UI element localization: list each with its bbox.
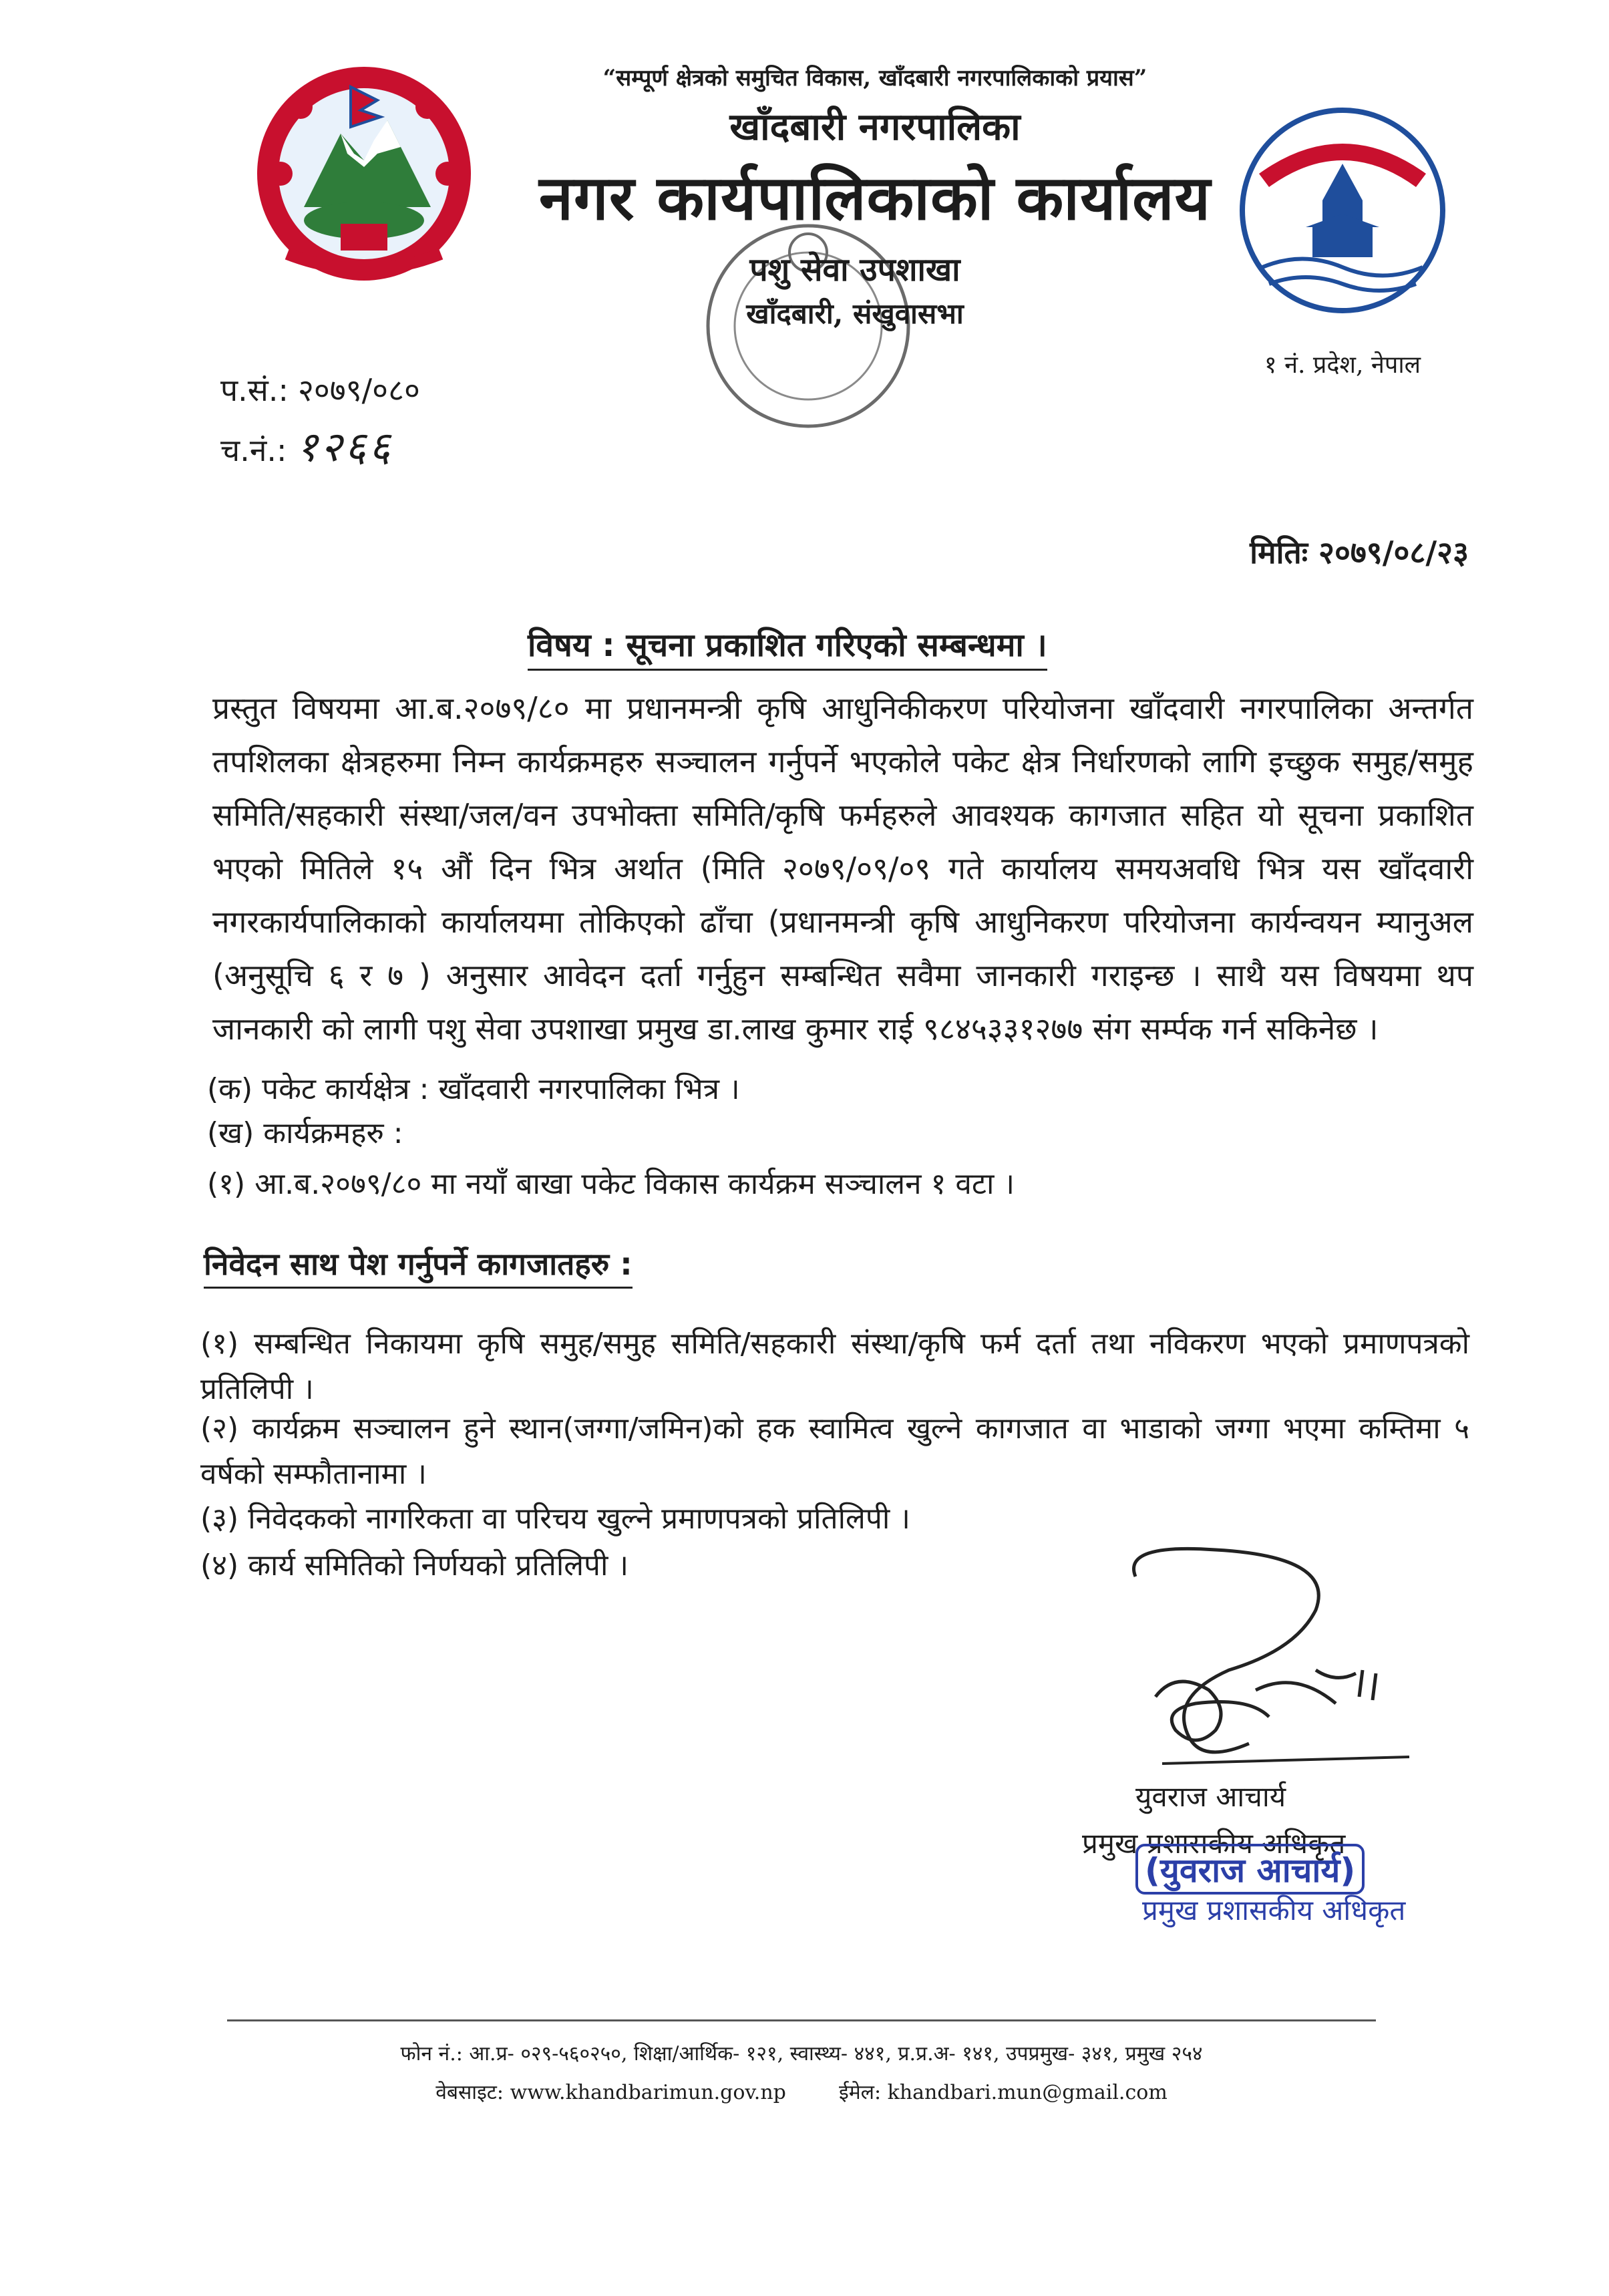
signer-title: प्रमुख प्रशासकीय अधिकृत bbox=[1082, 1827, 1346, 1860]
email-label: ईमेल: bbox=[838, 2081, 882, 2104]
email-link[interactable]: khandbari.mun@gmail.com bbox=[887, 2081, 1168, 2104]
website-link[interactable]: www.khandbarimun.gov.np bbox=[510, 2081, 786, 2104]
section-name: पशु सेवा उपशाखा bbox=[749, 251, 960, 289]
date-value: २०७९/०८/२३ bbox=[1318, 534, 1469, 570]
signer-name: युवराज आचार्य bbox=[1135, 1780, 1286, 1813]
footer-contacts bbox=[227, 2078, 1376, 2105]
municipality-name: खाँदबारी नगरपालिका bbox=[729, 105, 1021, 149]
document-item: (३) निवेदकको नागरिकता वा परिचय खुल्ने प्रमाणपत्रको प्रतिलिपी । bbox=[200, 1502, 910, 1536]
dispatch-number bbox=[220, 418, 393, 474]
stamp-title: प्रमुख प्रशासकीय अधिकृत bbox=[1142, 1894, 1406, 1927]
header-tagline: “सम्पूर्ण क्षेत्रको समुचित विकास, खाँदबारी नगरपालिकाको प्रयास” bbox=[602, 65, 1147, 92]
nepal-government-emblem-icon bbox=[240, 53, 488, 287]
dispatch-label: च.नं.: bbox=[220, 432, 287, 468]
province-label: १ नं. प्रदेश, नेपाल bbox=[1264, 351, 1421, 379]
list-item: (१) आ.ब.२०७९/८० मा नयाँ बाखा पकेट विकास कार्यक्रम सञ्चालन १ वटा । bbox=[207, 1167, 1015, 1201]
document-item: (१) सम्बन्धित निकायमा कृषि समुह/समुह समिति/सहकारी संस्था/कृषि फर्म दर्ता तथा नविकरण भएको प्रमाणपत्रको प्रतिलिपी । bbox=[200, 1327, 1469, 1406]
required-documents-heading: निवेदन साथ पेश गर्नुपर्ने कागजातहरु : bbox=[204, 1243, 633, 1289]
letter-subject: विषय : सूचना प्रकाशित गरिएको सम्बन्धमा । bbox=[528, 623, 1047, 671]
footer-phones: फोन नं.: आ.प्र- ०२९-५६०२५०, शिक्षा/आर्थिक- १२१, स्वास्थ्य- ४४१, प्र.प्र.अ- १४१, उपप्रमुख- ३४१, प्रमुख २५४ bbox=[400, 2042, 1203, 2066]
letter-date bbox=[1250, 531, 1469, 572]
list-item: (क) पकेट कार्यक्षेत्र : खाँदवारी नगरपालिका भित्र । bbox=[207, 1072, 740, 1106]
section-place: खाँदबारी, संखुवासभा bbox=[746, 297, 964, 330]
website-label: वेबसाइट: bbox=[435, 2081, 504, 2104]
footer-divider bbox=[227, 2019, 1376, 2021]
dispatch-value: १२६६ bbox=[296, 422, 393, 471]
handwritten-signature-icon bbox=[1095, 1536, 1469, 1797]
document-item: (२) कार्यक्रम सञ्चालन हुने स्थान(जग्गा/जमिन)को हक स्वामित्व खुल्ने कागजात वा भाडाको जग्गा भएमा कम्तिमा ५ वर्षको सम्फौतानामा । bbox=[200, 1412, 1469, 1491]
reference-value: २०७९/०८० bbox=[297, 372, 420, 408]
document-item: (४) कार्य समितिको निर्णयको प्रतिलिपी । bbox=[200, 1548, 629, 1583]
reference-number bbox=[220, 369, 420, 410]
stamp-name: (युवराज आचार्य) bbox=[1135, 1844, 1365, 1895]
letter-body: प्रस्तुत विषयमा आ.ब.२०७९/८० मा प्रधानमन्त्री कृषि आधुनिकीकरण परियोजना खाँदवारी नगरपालिका अन्तर्गत तपशिलका क्षेत्रहरुमा निम्न कार्यक्रमहरु सञ्चालन गर्नुपर्ने भएकोले पकेट क्षेत्र निर्धारणको लागि इच्छुक समुह/समुह समिति/सहकारी संस्था/जल/वन उपभोक्ता समिति/कृषि फर्महरुले आवश्यक कागजात सहित यो सूचना प्रकाशित भएको मितिले १५ औं दिन भित्र अर्थात (मिति २०७९/०९/०९ गते कार्यालय समयअवधि भित्र यस खाँदवारी नगरकार्यपालिकाको कार्यालयमा तोकिएको ढाँचा (प्रधानमन्त्री कृषि आधुनिकरण परियोजना कार्यन्वयन म्यानुअल (अनुसूचि ६ र ७ ) अनुसार आवेदन दर्ता गर्नुहुन सम्बन्धित सवैमा जानकारी गराइन्छ । साथै यस विषयमा थप जानकारी को लागी पशु सेवा उपशाखा प्रमुख डा.लाख कुमार राई ९८४५३३१२७७ संग सर्म्पक गर्न सकिनेछ । bbox=[212, 690, 1473, 1047]
date-label: मितिः bbox=[1250, 534, 1308, 570]
office-name: नगर कार्यपालिकाको कार्यालय bbox=[538, 162, 1212, 234]
list-item: (ख) कार्यक्रमहरु : bbox=[207, 1116, 403, 1150]
reference-label: प.सं.: bbox=[220, 372, 289, 408]
